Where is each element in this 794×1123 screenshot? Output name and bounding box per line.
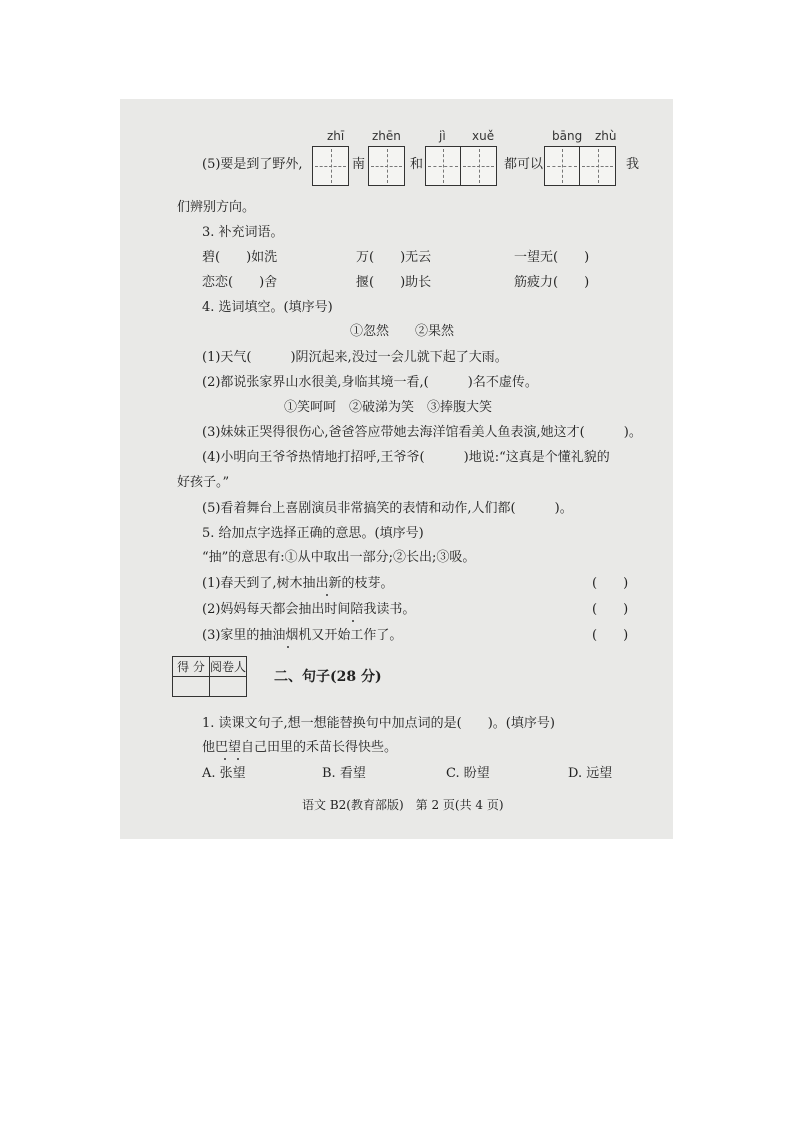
idiom-6: 筋疲力( ) [514,275,590,290]
section3-title: 3. 补充词语。 [202,225,284,240]
section5-q2: (2)妈妈每天都会抽出时间陪我读书。 [202,602,416,617]
section5-q3: (3)家里的抽油烟机又开始工作了。 [202,628,403,643]
part2-title: 二、句子(28 分) [274,669,382,685]
section4-options-1: ①忽然 ②果然 [350,324,455,339]
section5-q1: (1)春天到了,树木抽出新的枝芽。 [202,576,394,591]
section5-meaning: “抽”的意思有:①从中取出一部分;②长出;③吸。 [202,550,476,565]
idiom-2: 万( )无云 [356,250,432,265]
q5-word-nan: 南 [352,157,366,172]
pinyin-bang: bāng [552,129,583,143]
section4-q1: (1)天气( )阴沉起来,没过一会儿就下起了大雨。 [202,350,508,365]
part2-sentence: 他巴望自己田里的禾苗长得快些。 [202,740,398,755]
scanned-exam-page [120,99,673,839]
pinyin-zhi: zhī [327,129,345,143]
page-footer: 语文 B2(教育部版) 第 2 页(共 4 页) [302,798,504,812]
section4-title: 4. 选词填空。(填序号) [202,300,333,315]
section5-q1-answer[interactable]: ( ) [592,576,629,591]
part2-option-c[interactable]: C. 盼望 [446,766,490,781]
q5-word-doukeyi: 都可以 [504,157,544,172]
section5-q3-answer[interactable]: ( ) [592,628,629,643]
pinyin-xue: xuě [472,129,495,143]
section4-q2: (2)都说张家界山水很美,身临其境一看,( )名不虚传。 [202,375,538,390]
q5-prefix: (5)要是到了野外, [202,157,303,172]
section4-options-2: ①笑呵呵 ②破涕为笑 ③捧腹大笑 [284,400,493,415]
idiom-4: 恋恋( )舍 [202,275,278,290]
emphasis-dot [287,646,289,648]
part2-option-a[interactable]: A. 张望 [202,766,246,781]
q5-word-wo: 我 [626,157,640,172]
score-box [172,656,247,697]
emphasis-dot [326,594,328,596]
pinyin-ji: jì [439,129,446,143]
idiom-3: 一望无( ) [514,250,590,265]
grader-cell[interactable] [210,677,247,697]
part2-option-b[interactable]: B. 看望 [322,766,366,781]
pinyin-zhu: zhù [595,129,617,143]
q5-word-he: 和 [410,157,424,172]
part2-q1: 1. 读课文句子,想一想能替换句中加点词的是( )。(填序号) [202,716,555,731]
emphasis-dot [237,758,239,760]
answer-box-bangzhu[interactable] [544,146,616,186]
score-cell[interactable] [173,677,210,697]
answer-box-zhi[interactable] [312,146,349,186]
q5-continuation: 们辨别方向。 [177,200,256,215]
idiom-5: 揠( )助长 [356,275,432,290]
answer-box-zhen[interactable] [368,146,405,186]
emphasis-dot [352,620,354,622]
section5-title: 5. 给加点字选择正确的意思。(填序号) [202,526,424,541]
part2-option-d[interactable]: D. 远望 [568,766,613,781]
section5-q2-answer[interactable]: ( ) [592,602,629,617]
emphasis-dot [224,758,226,760]
grader-label: 阅卷人 [210,657,247,677]
section4-q5: (5)看着舞台上喜剧演员非常搞笑的表情和动作,人们都( )。 [202,501,573,516]
pinyin-zhen: zhēn [372,129,401,143]
section4-q3: (3)妹妹正哭得很伤心,爸爸答应带她去海洋馆看美人鱼表演,她这才( )。 [202,425,642,440]
score-label: 得 分 [173,657,210,677]
answer-box-jixue[interactable] [425,146,497,186]
idiom-1: 碧( )如洗 [202,250,278,265]
section4-q4-line2: 好孩子。” [177,475,230,490]
section4-q4-line1: (4)小明向王爷爷热情地打招呼,王爷爷( )地说:“这真是个懂礼貌的 [202,450,610,465]
